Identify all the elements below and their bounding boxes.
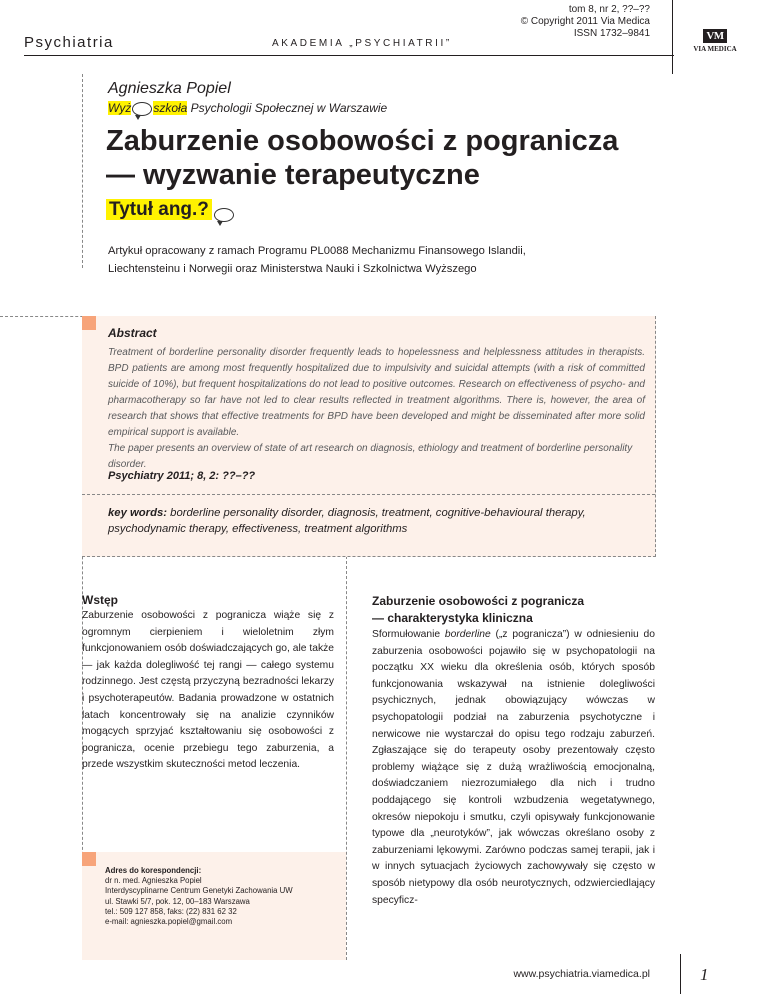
comment-icon[interactable] [132, 102, 152, 116]
left-column [82, 593, 334, 774]
header-divider [672, 0, 673, 74]
affiliation-highlight-1: Wyż [108, 101, 132, 115]
page-number: 1 [700, 965, 709, 984]
accent-square [82, 316, 96, 330]
affiliation-highlight-2: szkoła [153, 101, 188, 115]
footer-divider [680, 954, 681, 994]
footer-url[interactable]: www.psychiatria.viamedica.pl [513, 968, 650, 980]
keywords-label: key words: [108, 507, 168, 519]
english-title: Tytuł ang.? [106, 199, 212, 220]
affiliation-rest: Psychologii Społecznej w Warszawie [187, 101, 388, 115]
issn: ISSN 1732–9841 [573, 28, 650, 39]
right-column [372, 593, 655, 909]
volume: tom 8, nr 2, ??–?? [568, 4, 650, 15]
section-heading-line-2: — charakterystyka kliniczna [372, 611, 533, 625]
right-column-dashed-guide [346, 556, 347, 960]
abstract-body [108, 345, 645, 473]
correspondence-email: e-mail: agnieszka.popiel@gmail.com [105, 917, 233, 927]
funding-line-1: Artykuł opracowany z ramach Programu PL0088 Mechanizmu Finansowego Islandii, [108, 245, 526, 257]
title-line-2: — wyzwanie terapeutyczne [106, 159, 480, 191]
correspondence-street: ul. Stawki 5/7, pok. 12, 00–183 Warszawa [105, 896, 250, 906]
accent-square [82, 852, 96, 866]
keywords-divider [82, 494, 655, 495]
publisher-logo [680, 26, 750, 53]
via-medica-text: VIA MEDICA [693, 45, 737, 53]
section-name: AKADEMIA „PSYCHIATRII” [272, 38, 452, 49]
section-heading-line-1: Zaburzenie osobowości z pogranicza [372, 594, 585, 608]
section-heading [372, 593, 655, 627]
author-name: Agnieszka Popiel [108, 80, 231, 97]
abstract-paragraph-1: Treatment of borderline personality disorder frequently leads to hopelessness and helplessness attitudes in therapists. BPD patients are among most frequently hospitalized due to impulsivity and suicidal attempts (with a risk of committed suicide of 10%), but frequent hospitalizations do not lead to positive outcomes. Research on effectiveness of psycho- and pharmacotherapy so far have not led to clear results reflected in treatment algorithms. There is, however, the area of research that shows that effective treatments for BPD have been developed and might be disseminated after more solid empirical support is available. [108, 347, 645, 438]
english-title-row [106, 199, 234, 221]
abstract-citation: Psychiatry 2011; 8, 2: ??–?? [108, 470, 256, 482]
funding-line-2: Liechtensteinu i Norwegii oraz Ministerstwa Nauki i Szkolnictwa Wyższego [108, 263, 477, 275]
title-line-1: Zaburzenie osobowości z pogranicza [106, 125, 619, 157]
issue-info [480, 4, 650, 40]
correspondence-institution: Interdyscyplinarne Centrum Genetyki Zachowania UW [105, 886, 293, 896]
keywords [108, 505, 638, 537]
correspondence-details [105, 866, 293, 927]
abstract-paragraph-2: The paper presents an overview of state of art research on diagnosis, ethiology and treatment of borderline personality disorder. [108, 443, 633, 470]
section-paragraph-rest: („z pogranicza”) w odniesieniu do zaburzenia osobowości pojawiło się w psychopatologii na początku XX wieku dla określenia osób, których sposób funkcjonowania wskazywał na istnienie dolegliwości psychicznych, jednak obowiązujący wówczas w psychopatologii podział na zaburzenia psychotyczne i nerwicowe nie wystarczał do opisu tego rodzaju zaburzeń. Zgłaszające się do terapeuty osoby prezentowały często problemy wiążące się z dużą wrażliwością emocjonalną, doświadczaniem niezrozumiałego dla nich i trudno poddającego się kontroli wzbudzenia wegetatywnego, okresów niepokoju i smutku, czyli opisywały funkcjonowanie typowe dla „neurotyków”, jak wówczas określano osoby z zaburzeniami lękowymi. Zarówno podczas samej terapii, jak i w innych sytuacjach życiowych zachowywały się często w sposób nietypowy dla osób neurotycznych, odzwierciedlający specyficz- [372, 629, 656, 906]
left-dashed-guide [82, 74, 83, 268]
header-rule [24, 55, 674, 56]
correspondence-name: dr n. med. Agnieszka Popiel [105, 876, 202, 886]
affiliation [108, 101, 387, 116]
section-paragraph-start: Sformułowanie [372, 629, 445, 640]
correspondence-heading: Adres do korespondencji: [105, 866, 202, 875]
intro-paragraph: Zaburzenie osobowości z pogranicza wiąże się z ogromnym cierpieniem i wieloletnim złym funkcjonowaniem osób doświadczających go, ale także — jak każda dolegliwość tej rangi — całego systemu rodzinnego. Jest częstą przyczyną bezradności lekarzy i psychoterapeutów. Badania prowadzone w ostatnich latach koncentrowały się na analizie czynników mogących sprzyjać kształtowaniu się osobowości z pogranicza, ocenie przebiegu tego zaburzenia, a przede wszystkim skuteczności metod leczenia. [82, 610, 334, 771]
journal-name: Psychiatria [24, 34, 114, 51]
article-title [106, 124, 618, 192]
correspondence-phone: tel.: 509 127 858, faks: (22) 831 62 32 [105, 906, 237, 916]
funding-note [108, 242, 526, 278]
vm-logo-mark: VM [703, 29, 726, 43]
borderline-term: borderline [444, 629, 491, 640]
copyright: © Copyright 2011 Via Medica [520, 16, 650, 27]
comment-icon[interactable] [214, 208, 234, 222]
section-paragraph [372, 627, 655, 909]
intro-heading: Wstęp [82, 593, 118, 607]
keywords-list: borderline personality disorder, diagnosis, treatment, cognitive-behavioural therapy, psychodynamic therapy, effectiveness, treatment algorithms [108, 507, 586, 535]
abstract-heading: Abstract [108, 326, 157, 340]
